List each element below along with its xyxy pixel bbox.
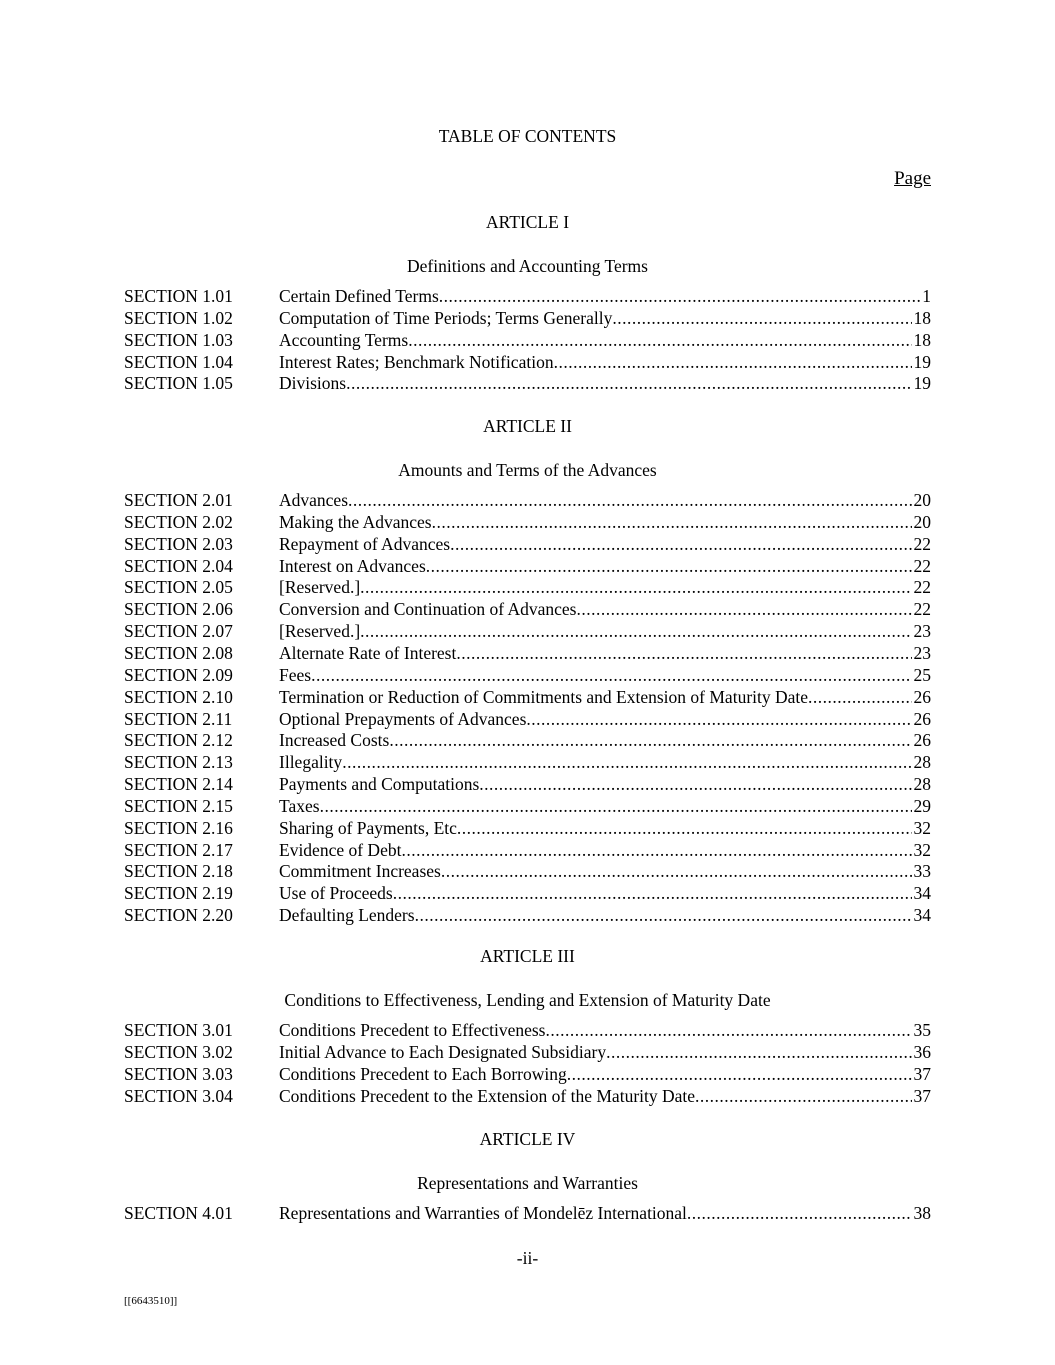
section-page-number: 34 <box>913 883 931 904</box>
page-column-label: Page <box>894 168 931 189</box>
section-title: Interest on Advances <box>279 555 426 576</box>
section-number: SECTION 2.17 <box>124 839 233 860</box>
dot-leader <box>320 795 912 817</box>
section-title: Conditions Precedent to Each Borrowing <box>279 1063 567 1084</box>
section-page-number: 25 <box>913 664 931 685</box>
section-page-number: 22 <box>913 577 931 598</box>
dot-leader <box>439 285 920 307</box>
dot-leader <box>612 307 911 329</box>
section-page-number: 37 <box>913 1085 931 1106</box>
dot-leader <box>393 882 912 904</box>
dot-leader <box>348 489 911 511</box>
dot-leader <box>441 860 912 882</box>
section-number: SECTION 2.02 <box>124 511 233 532</box>
section-page-number: 34 <box>913 905 931 926</box>
section-entry <box>279 329 931 351</box>
section-page-number: 32 <box>913 817 931 838</box>
toc-row[interactable] <box>124 773 931 795</box>
section-number: SECTION 2.03 <box>124 533 233 554</box>
section-page-number: 26 <box>913 730 931 751</box>
section-page-number: 28 <box>913 752 931 773</box>
toc-row[interactable] <box>124 1202 931 1224</box>
section-number: SECTION 1.04 <box>124 351 233 372</box>
section-title: Divisions <box>279 373 347 394</box>
section-entry <box>279 620 931 642</box>
section-title: Accounting Terms <box>279 329 409 350</box>
section-entry <box>279 773 931 795</box>
section-entry <box>279 351 931 373</box>
article-title: ARTICLE II <box>483 416 572 436</box>
dot-leader <box>415 904 912 926</box>
section-page-number: 38 <box>913 1203 931 1223</box>
section-page-number: 18 <box>913 307 931 328</box>
toc-row[interactable] <box>124 751 931 773</box>
section-page-number: 22 <box>913 555 931 576</box>
section-entry <box>279 307 931 329</box>
toc-row[interactable] <box>124 817 931 839</box>
dot-leader <box>576 598 911 620</box>
toc-row[interactable] <box>124 533 931 555</box>
toc-row[interactable] <box>124 489 931 511</box>
section-number: SECTION 1.05 <box>124 373 233 394</box>
section-page-number: 20 <box>913 490 931 510</box>
section-title: Conversion and Continuation of Advances <box>279 599 577 620</box>
section-page-number: 36 <box>913 1041 931 1062</box>
section-page-number: 22 <box>913 533 931 554</box>
toc-row[interactable] <box>124 1019 931 1041</box>
section-number: SECTION 1.01 <box>124 286 233 306</box>
dot-leader <box>479 773 911 795</box>
article-title: ARTICLE I <box>485 212 570 232</box>
section-title: Advances <box>279 490 349 510</box>
section-page-number: 22 <box>913 599 931 620</box>
section-title: [Reserved.] <box>279 621 361 642</box>
section-title: Use of Proceeds <box>279 883 393 904</box>
toc-row[interactable] <box>124 839 931 861</box>
toc-row[interactable] <box>124 795 931 817</box>
section-entry <box>279 751 931 773</box>
toc-row[interactable] <box>124 642 931 664</box>
article-title: ARTICLE III <box>480 946 575 966</box>
dot-leader <box>360 576 911 598</box>
section-page-number: 33 <box>913 861 931 882</box>
section-title: Termination or Reduction of Commitments and Extension of Maturity Date <box>279 686 809 707</box>
section-entry <box>279 555 931 577</box>
section-page-number: 26 <box>913 708 931 729</box>
section-number: SECTION 2.15 <box>124 795 233 816</box>
section-entry <box>279 576 931 598</box>
section-page-number: 32 <box>913 839 931 860</box>
section-number: SECTION 1.02 <box>124 307 233 328</box>
section-entry <box>279 664 931 686</box>
article-subtitle: Conditions to Effectiveness, Lending and Extension of Maturity Date <box>284 990 771 1010</box>
dot-leader <box>450 533 911 555</box>
section-number: SECTION 1.03 <box>124 329 233 350</box>
toc-row[interactable] <box>124 511 931 533</box>
section-entry <box>279 686 931 708</box>
section-page-number: 19 <box>913 351 931 372</box>
section-page-number: 29 <box>913 795 931 816</box>
section-entry <box>279 708 931 730</box>
dot-leader <box>389 729 911 751</box>
section-title: Conditions Precedent to the Extension of the Maturity Date <box>279 1085 696 1106</box>
section-entry <box>279 839 931 861</box>
section-title: Conditions Precedent to Effectiveness <box>279 1020 546 1040</box>
dot-leader <box>546 1019 912 1041</box>
dot-leader <box>695 1085 911 1107</box>
section-entry <box>279 372 931 394</box>
document-id: [[6643510]] <box>124 1295 178 1307</box>
section-page-number: 35 <box>913 1020 931 1040</box>
section-entry <box>279 642 931 664</box>
section-title: Interest Rates; Benchmark Notification <box>279 351 554 372</box>
section-number: SECTION 2.08 <box>124 642 233 663</box>
toc-row[interactable] <box>124 555 931 577</box>
toc-row[interactable] <box>124 598 931 620</box>
toc-row[interactable] <box>124 620 931 642</box>
section-number: SECTION 2.16 <box>124 817 233 838</box>
toc-row[interactable] <box>124 1085 931 1107</box>
section-page-number: 28 <box>913 774 931 795</box>
section-page-number: 37 <box>913 1063 931 1084</box>
section-title: Optional Prepayments of Advances <box>279 708 527 729</box>
toc-row[interactable] <box>124 329 931 351</box>
dot-leader <box>401 839 911 861</box>
section-title: Making the Advances <box>279 511 432 532</box>
toc-row[interactable] <box>124 882 931 904</box>
dot-leader <box>526 708 911 730</box>
section-entry <box>279 1041 931 1063</box>
toc-row[interactable] <box>124 372 931 394</box>
dot-leader <box>311 664 911 686</box>
section-page-number: 19 <box>913 373 931 394</box>
section-title: Certain Defined Terms <box>279 286 439 306</box>
section-title: Repayment of Advances <box>279 533 451 554</box>
dot-leader <box>346 372 911 394</box>
section-number: SECTION 3.02 <box>124 1041 233 1062</box>
dot-leader <box>808 686 911 708</box>
section-number: SECTION 2.12 <box>124 730 233 751</box>
section-title: Commitment Increases <box>279 861 441 882</box>
section-number: SECTION 2.01 <box>124 490 233 510</box>
section-page-number: 23 <box>913 621 931 642</box>
section-number: SECTION 2.11 <box>124 708 233 729</box>
section-title: [Reserved.] <box>279 577 361 598</box>
section-page-number: 26 <box>913 686 931 707</box>
dot-leader <box>456 642 911 664</box>
section-title: Computation of Time Periods; Terms Generally <box>279 307 613 328</box>
section-entry <box>279 1085 931 1107</box>
section-title: Representations and Warranties of Mondelēz International <box>279 1203 687 1223</box>
dot-leader <box>554 351 912 373</box>
section-entry <box>279 882 931 904</box>
section-title: Evidence of Debt <box>279 839 402 860</box>
section-number: SECTION 2.06 <box>124 599 233 620</box>
section-title: Fees <box>279 664 312 685</box>
article-subtitle: Representations and Warranties <box>417 1173 638 1193</box>
section-page-number: 1 <box>922 286 931 306</box>
section-entry <box>279 533 931 555</box>
toc-row[interactable] <box>124 860 931 882</box>
section-entry <box>279 1063 931 1085</box>
section-title: Increased Costs <box>279 730 390 751</box>
toc-row[interactable] <box>124 1041 931 1063</box>
dot-leader <box>360 620 911 642</box>
section-number: SECTION 2.18 <box>124 861 233 882</box>
section-entry <box>279 1019 931 1041</box>
section-number: SECTION 2.04 <box>124 555 233 576</box>
dot-leader <box>426 555 912 577</box>
toc-row[interactable] <box>124 1063 931 1085</box>
section-entry <box>279 795 931 817</box>
dot-leader <box>432 511 912 533</box>
article-title: ARTICLE IV <box>479 1129 576 1149</box>
article-subtitle: Amounts and Terms of the Advances <box>398 460 657 480</box>
toc-row[interactable] <box>124 708 931 730</box>
section-number: SECTION 2.13 <box>124 752 233 773</box>
footer-page-number: -ii- <box>516 1248 539 1268</box>
toc-row[interactable] <box>124 576 931 598</box>
section-entry <box>279 511 931 533</box>
section-number: SECTION 2.20 <box>124 905 233 926</box>
section-number: SECTION 2.09 <box>124 664 233 685</box>
section-number: SECTION 2.14 <box>124 774 233 795</box>
toc-title: TABLE OF CONTENTS <box>438 126 617 146</box>
toc-row[interactable] <box>124 664 931 686</box>
section-number: SECTION 2.19 <box>124 883 233 904</box>
section-title: Alternate Rate of Interest <box>279 642 457 663</box>
section-entry <box>279 489 931 511</box>
section-title: Sharing of Payments, Etc <box>279 817 457 838</box>
section-number: SECTION 2.07 <box>124 621 233 642</box>
toc-row[interactable] <box>124 904 931 926</box>
toc-row[interactable] <box>124 686 931 708</box>
dot-leader <box>457 817 912 839</box>
section-number: SECTION 2.10 <box>124 686 233 707</box>
toc-row[interactable] <box>124 351 931 373</box>
section-number: SECTION 2.05 <box>124 577 233 598</box>
section-entry <box>279 285 931 307</box>
section-title: Payments and Computations <box>279 774 480 795</box>
dot-leader <box>606 1041 911 1063</box>
section-entry <box>279 729 931 751</box>
section-entry <box>279 1202 931 1224</box>
section-title: Taxes <box>279 795 320 816</box>
dot-leader <box>687 1202 912 1224</box>
section-title: Defaulting Lenders <box>279 905 415 926</box>
section-page-number: 18 <box>913 329 931 350</box>
section-page-number: 20 <box>913 511 931 532</box>
section-number: SECTION 4.01 <box>124 1203 233 1223</box>
section-number: SECTION 3.01 <box>124 1020 233 1040</box>
toc-row[interactable] <box>124 285 931 307</box>
section-number: SECTION 3.03 <box>124 1063 233 1084</box>
section-title: Initial Advance to Each Designated Subsidiary <box>279 1041 607 1062</box>
dot-leader <box>567 1063 912 1085</box>
toc-row[interactable] <box>124 729 931 751</box>
section-number: SECTION 3.04 <box>124 1085 233 1106</box>
section-page-number: 23 <box>913 642 931 663</box>
dot-leader <box>342 751 911 773</box>
dot-leader <box>408 329 911 351</box>
article-subtitle: Definitions and Accounting Terms <box>407 256 648 276</box>
section-entry <box>279 904 931 926</box>
toc-row[interactable] <box>124 307 931 329</box>
section-entry <box>279 817 931 839</box>
section-title: Illegality <box>279 752 343 773</box>
section-entry <box>279 860 931 882</box>
section-entry <box>279 598 931 620</box>
